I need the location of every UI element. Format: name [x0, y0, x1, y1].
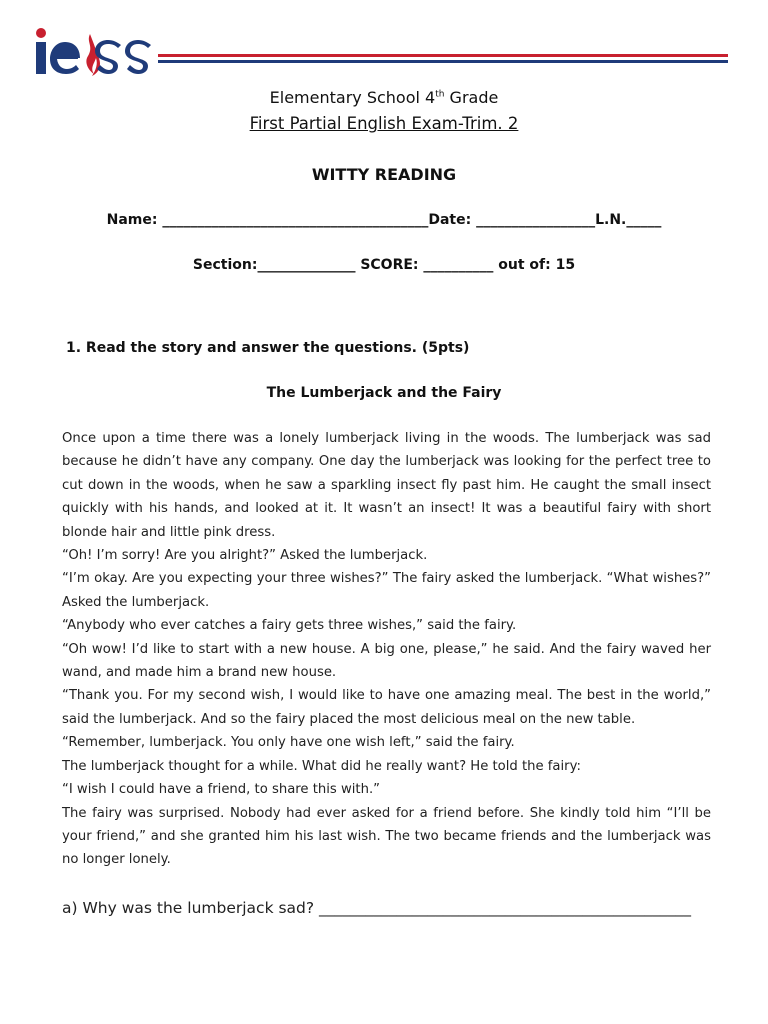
story-text	[62, 427, 711, 872]
header-red-rule	[158, 54, 728, 57]
iexss-logo	[34, 24, 154, 80]
name-date-ln-fields[interactable]: Name: ______________________________________Date: _________________L.N._____	[106, 212, 662, 228]
story-paragraph: “I wish I could have a friend, to share this with.”	[62, 782, 380, 798]
story-paragraph: The fairy was surprised. Nobody had ever asked for a friend before. She kindly told him “I’ll be your friend,” and she granted him his last wish. The two became friends and the lumberjack was no longer lonely.	[62, 805, 711, 868]
school-grade-title: Elementary School 4th Grade	[269, 88, 499, 107]
question-a-answer-line[interactable]: a) Why was the lumberjack sad? ________________________________________________	[62, 899, 692, 917]
story-paragraph: “Remember, lumberjack. You only have one wish left,” said the fairy.	[62, 735, 515, 751]
story-paragraph: The lumberjack thought for a while. What did he really want? He told the fairy:	[62, 758, 581, 774]
section-heading: WITTY READING	[311, 165, 457, 184]
page-header	[0, 0, 768, 90]
story-paragraph: Once upon a time there was a lonely lumberjack living in the woods. The lumberjack was sad because he didn’t have any company. One day the lumberjack was looking for the perfect tree to cut down in the woods, when he saw a sparkling insect fly past him. He caught the small insect quickly with his hands, and looked at it. It wasn’t an insect! It was a beautiful fairy with short blonde hair and little pink dress.	[62, 431, 711, 540]
story-paragraph: “Oh! I’m sorry! Are you alright?” Asked the lumberjack.	[62, 548, 428, 564]
question-1-instruction: 1. Read the story and answer the questions. (5pts)	[66, 340, 470, 356]
exam-title: First Partial English Exam-Trim. 2	[249, 114, 519, 133]
header-blue-rule	[158, 60, 728, 63]
story-paragraph: “I’m okay. Are you expecting your three wishes?” The fairy asked the lumberjack. “What wishes?” Asked the lumberjack.	[62, 571, 711, 610]
story-title: The Lumberjack and the Fairy	[266, 385, 502, 401]
story-paragraph: “Anybody who ever catches a fairy gets three wishes,” said the fairy.	[62, 618, 517, 634]
section-score-fields[interactable]: Section:______________ SCORE: __________ out of: 15	[192, 257, 576, 273]
story-paragraph: “Oh wow! I’d like to start with a new house. A big one, please,” he said. And the fairy waved her wand, and made him a brand new house.	[62, 641, 711, 681]
story-paragraph: “Thank you. For my second wish, I would like to have one amazing meal. The best in the world,” said the lumberjack. And so the fairy placed the most delicious meal on the new table.	[62, 688, 711, 727]
